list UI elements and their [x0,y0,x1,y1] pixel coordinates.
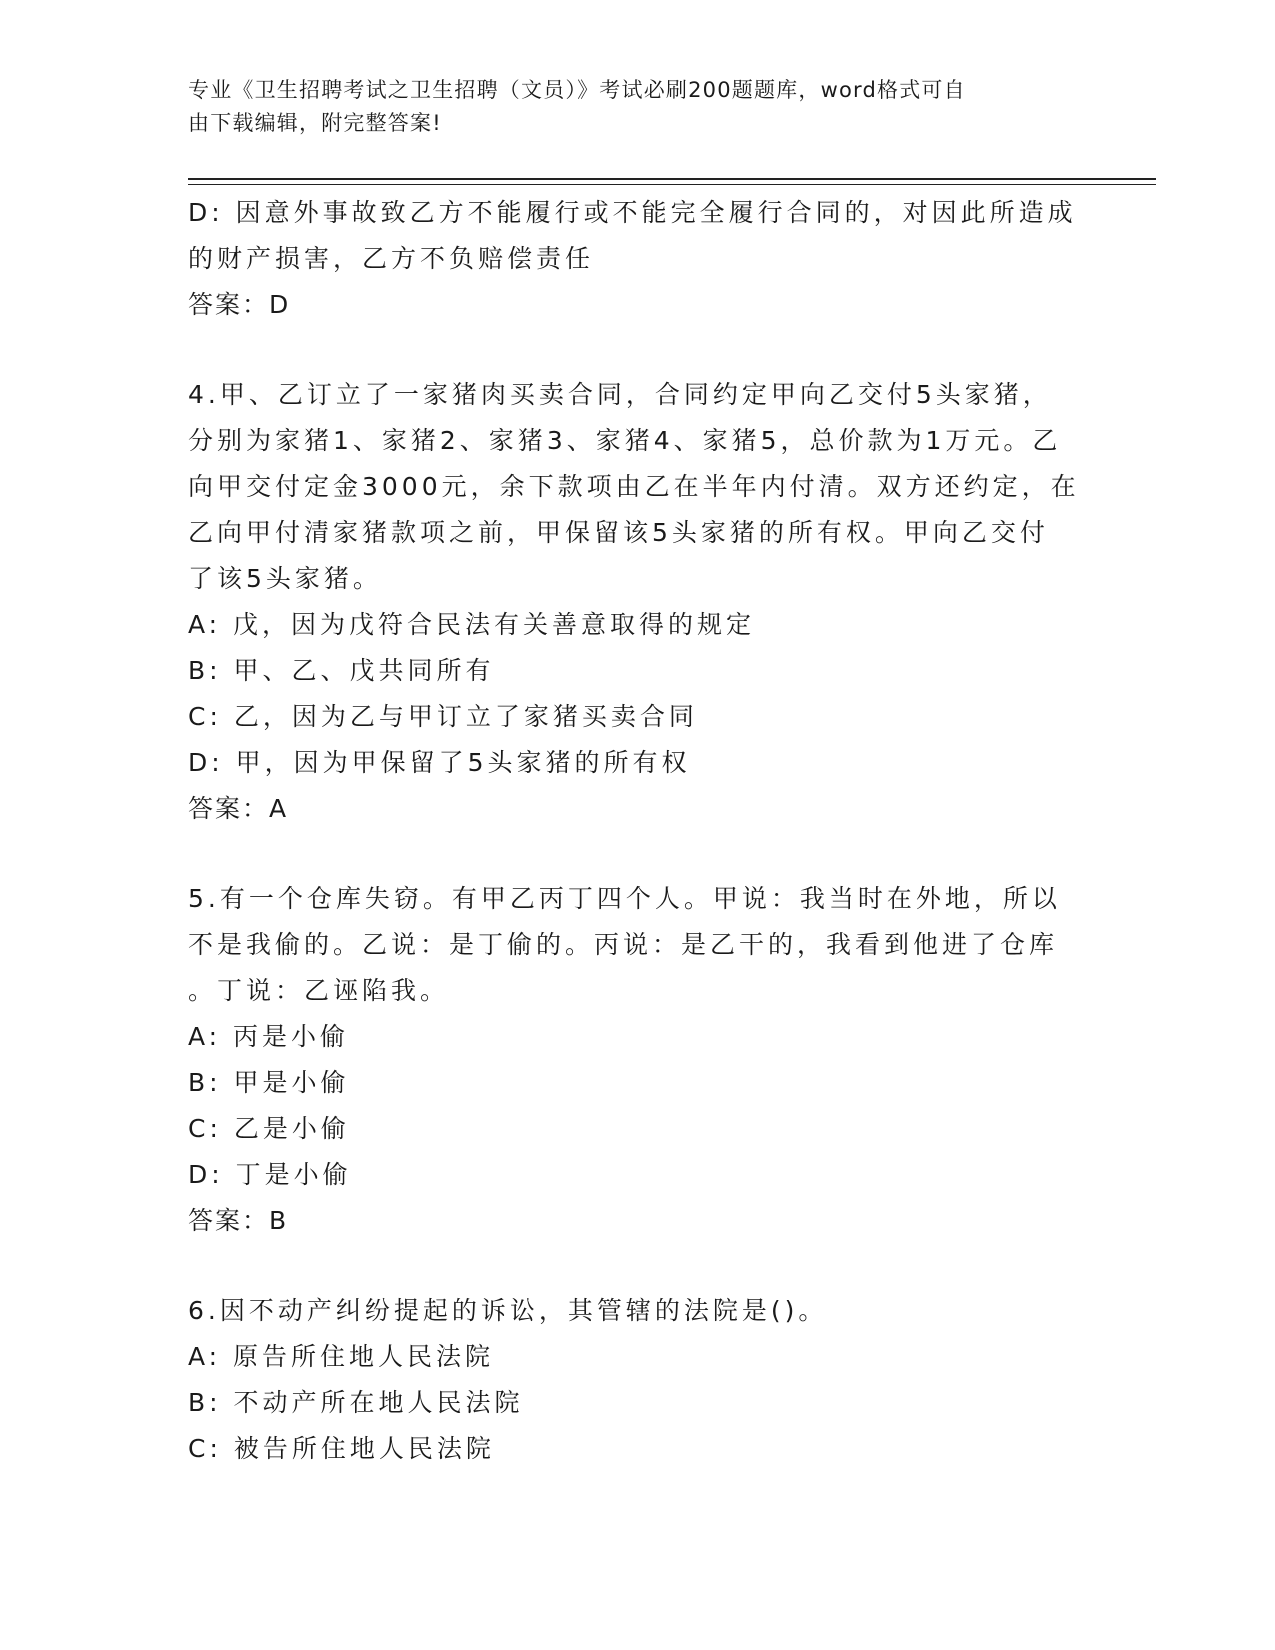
q4-line-5: 了该5头家猪。 [188,564,382,593]
header-line-2: 由下载编辑，附完整答案! [188,111,442,135]
document-body [188,190,1088,1472]
q4-line-4: 乙向甲付清家猪款项之前，甲保留该5头家猪的所有权。甲向乙交付 [188,518,1049,547]
q4-line-3: 向甲交付定金3000元，余下款项由乙在半年内付清。双方还约定，在 [188,472,1080,501]
header-line-1: 专业《卫生招聘考试之卫生招聘（文员）》考试必刷200题题库，word格式可自 [188,78,966,102]
q5-answer: 答案：B [188,1206,289,1235]
q5-line-1: 5.有一个仓库失窃。有甲乙丙丁四个人。甲说：我当时在外地，所以 [188,884,1061,913]
prev-option-d-line-2: 的财产损害，乙方不负赔偿责任 [188,244,595,273]
q6-option-b: B: 不动产所在地人民法院 [188,1388,524,1417]
q6-option-a: A: 原告所住地人民法院 [188,1342,495,1371]
q4-line-2: 分别为家猪1、家猪2、家猪3、家猪4、家猪5，总价款为1万元。乙 [188,426,1062,455]
q4-option-c: C: 乙，因为乙与甲订立了家猪买卖合同 [188,702,698,731]
q4-option-b: B: 甲、乙、戊共同所有 [188,656,495,685]
q4-answer: 答案：A [188,794,289,823]
prev-option-d-line-1: D: 因意外事故致乙方不能履行或不能完全履行合同的，对因此所造成 [188,198,1077,227]
header-rule-thin [188,184,1156,185]
header-rule-thick [188,178,1156,180]
q4-line-1: 4.甲、乙订立了一家猪肉买卖合同，合同约定甲向乙交付5头家猪， [188,380,1052,409]
prev-answer: 答案：D [188,290,291,319]
q5-option-d: D: 丁是小偷 [188,1160,352,1189]
q6-option-c: C: 被告所住地人民法院 [188,1434,495,1463]
q6-line-1: 6.因不动产纠纷提起的诉讼，其管辖的法院是()。 [188,1296,828,1325]
q5-line-2: 不是我偷的。乙说：是丁偷的。丙说：是乙干的，我看到他进了仓库 [188,930,1059,959]
q5-option-a: A: 丙是小偷 [188,1022,350,1051]
q4-option-a: A: 戊，因为戊符合民法有关善意取得的规定 [188,610,756,639]
page-header [188,74,1088,140]
q5-line-3: 。丁说：乙诬陷我。 [188,976,450,1005]
q4-option-d: D: 甲，因为甲保留了5头家猪的所有权 [188,748,691,777]
q5-option-b: B: 甲是小偷 [188,1068,350,1097]
q5-option-c: C: 乙是小偷 [188,1114,350,1143]
